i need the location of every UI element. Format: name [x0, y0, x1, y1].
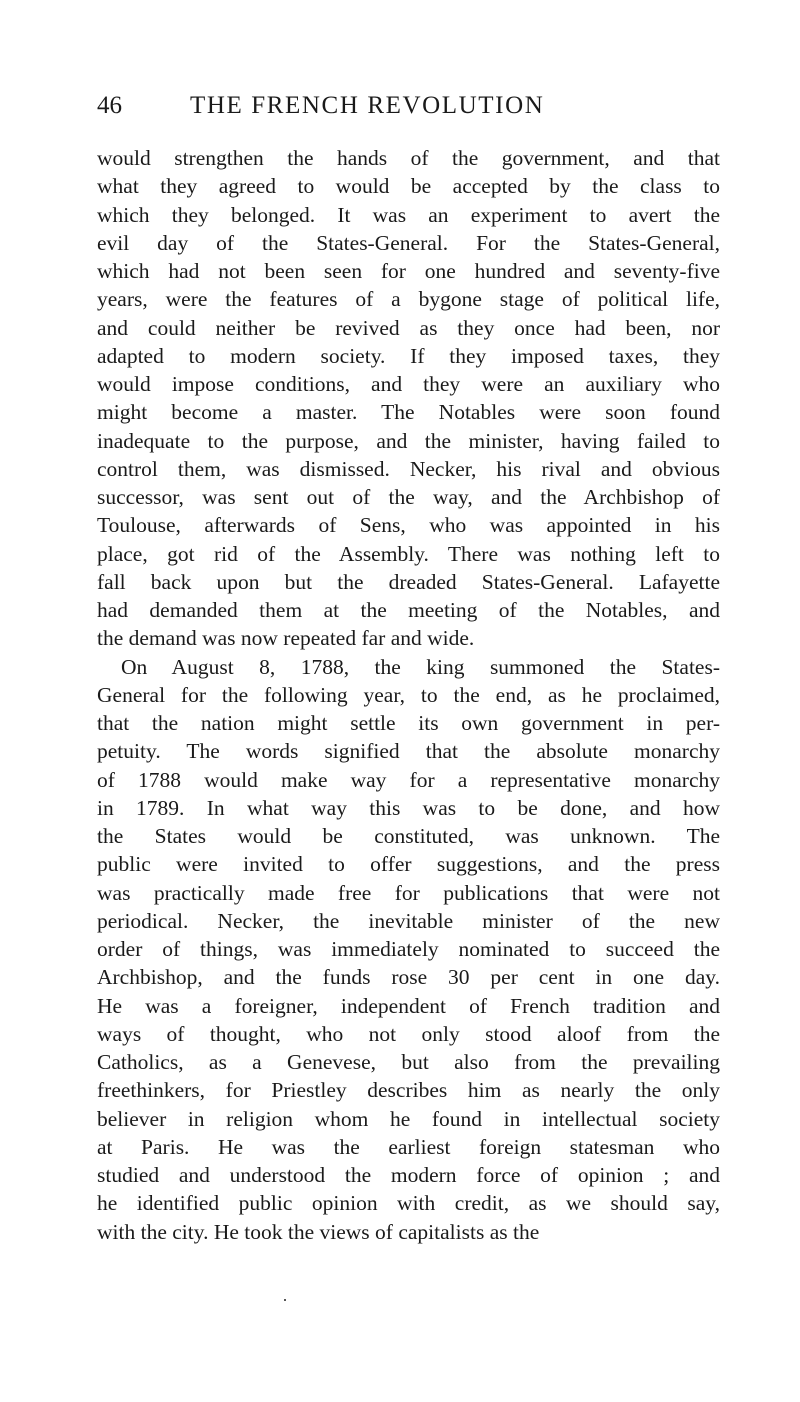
text-line: would impose conditions, and they were an auxiliary who [97, 372, 720, 396]
text-line: successor, was sent out of the way, and the Archbishop of [97, 485, 720, 509]
text-line: ways of thought, who not only stood aloof from the [97, 1021, 720, 1046]
text-line: in 1789. In what way this was to be done, and how [97, 795, 720, 820]
text-line: place, got rid of the Assembly. There was nothing left to [97, 541, 720, 566]
speck [284, 1299, 286, 1301]
text-line: adapted to modern society. If they imposed taxes, they [97, 343, 720, 368]
text-line: and could neither be revived as they once had been, nor [97, 315, 720, 340]
text-line: the demand was now repeated far and wide. [97, 626, 475, 651]
text-line: control them, was dismissed. Necker, his rival and obvious [97, 456, 720, 481]
running-title: THE FRENCH REVOLUTION [190, 92, 545, 119]
text-line: public were invited to offer suggestions, and the press [97, 852, 720, 877]
text-line: fall back upon but the dreaded States-General. Lafayette [97, 569, 720, 594]
text-line: evil day of the States-General. For the States-General, [97, 230, 720, 255]
text-line: which had not been seen for one hundred and seventy-five [97, 259, 720, 283]
text-line: with the city. He took the views of capitalists as the [97, 1219, 540, 1244]
text-line: Archbishop, and the funds rose 30 per cent in one day. [97, 965, 720, 990]
text-line: freethinkers, for Priestley describes him as nearly the only [97, 1078, 720, 1103]
text-line: General for the following year, to the end, as he proclaimed, [97, 682, 720, 707]
text-line: order of things, was immediately nominated to succeed the [97, 937, 720, 961]
text-line: studied and understood the modern force of opinion ; and [97, 1163, 720, 1187]
text-line: He was a foreigner, independent of French tradition and [97, 993, 720, 1018]
text-line: that the nation might settle its own government in per- [97, 711, 720, 735]
text-line: inadequate to the purpose, and the minister, having failed to [97, 428, 720, 453]
text-line: On August 8, 1788, the king summoned the States- [121, 654, 720, 679]
text-line: at Paris. He was the earliest foreign statesman who [97, 1134, 720, 1159]
text-line: periodical. Necker, the inevitable minister of the new [97, 908, 720, 933]
text-line: the States would be constituted, was unknown. The [97, 824, 720, 848]
text-line: might become a master. The Notables were soon found [97, 400, 720, 425]
text-line: believer in religion whom he found in intellectual society [97, 1106, 720, 1131]
text-line: of 1788 would make way for a representative monarchy [97, 767, 720, 792]
running-header [97, 92, 720, 124]
text-line: had demanded them at the meeting of the Notables, and [97, 598, 720, 622]
text-line: Toulouse, afterwards of Sens, who was appointed in his [97, 513, 720, 538]
body-text [97, 144, 720, 1246]
text-line: what they agreed to would be accepted by the class to [97, 174, 720, 199]
text-line: he identified public opinion with credit, as we should say, [97, 1191, 720, 1216]
text-line: would strengthen the hands of the government, and that [97, 146, 720, 170]
text-line: was practically made free for publications that were not [97, 880, 720, 905]
page-number: 46 [97, 92, 122, 119]
text-line: Catholics, as a Genevese, but also from the prevailing [97, 1050, 720, 1074]
text-line: which they belonged. It was an experiment to avert the [97, 202, 720, 227]
text-line: petuity. The words signified that the absolute monarchy [97, 739, 720, 764]
text-line: years, were the features of a bygone stage of political life, [97, 287, 720, 312]
